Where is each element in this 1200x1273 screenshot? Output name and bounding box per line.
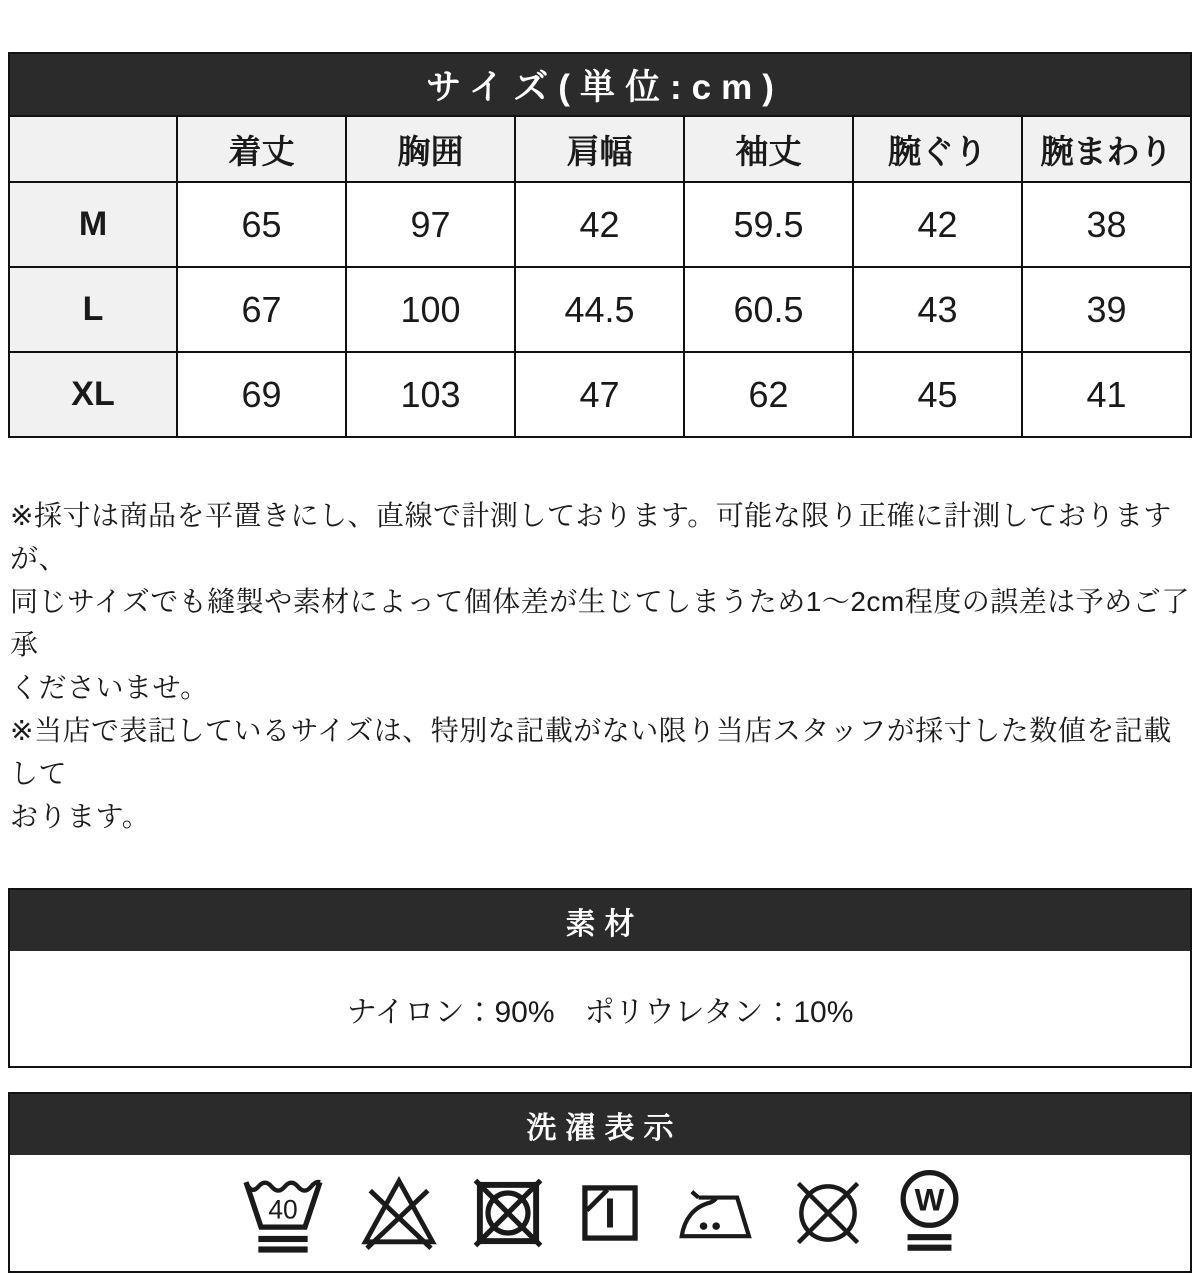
measurement-notes [10,494,1190,838]
row-label: L [9,267,177,352]
size-table-header-row [9,116,1191,182]
cell: 65 [177,182,346,267]
iron-medium-icon [675,1184,759,1243]
care-symbols-row [10,1155,1190,1271]
cell: 103 [346,352,515,437]
drip-dry-in-shade-icon [577,1180,643,1246]
cell: 43 [853,267,1022,352]
cell: 100 [346,267,515,352]
row-label: M [9,182,177,267]
cell: 97 [346,182,515,267]
cell: 44.5 [515,267,684,352]
column-header-arm-circumference: 腕まわり [1022,116,1191,182]
laundry-title: 洗濯表示 [10,1094,1190,1155]
note-line: くださいませ。 [10,672,209,703]
column-header-chest-length: 着丈 [177,116,346,182]
size-table-corner-cell [9,116,177,182]
do-not-bleach-icon [359,1173,439,1253]
row-label: XL [9,352,177,437]
table-row-l [9,267,1191,352]
table-row-m [9,182,1191,267]
column-header-shoulder: 肩幅 [515,116,684,182]
material-composition: ナイロン：90% ポリウレタン：10% [10,951,1190,1066]
cell: 42 [515,182,684,267]
cell: 45 [853,352,1022,437]
cell: 67 [177,267,346,352]
material-title: 素材 [10,890,1190,951]
note-line: ※当店で表記しているサイズは、特別な記載がない限り当店スタッフが採寸した数値を記載して [10,715,1172,789]
do-not-dry-clean-icon [791,1176,865,1250]
size-chart-title: サイズ(単位:cm) [8,52,1192,115]
do-not-tumble-dry-icon [471,1176,545,1250]
wash-temperature-label: 40 [267,1194,298,1225]
column-header-bust: 胸囲 [346,116,515,182]
laundry-section [8,1092,1192,1273]
product-size-info-image [0,52,1200,1252]
cell: 38 [1022,182,1191,267]
wet-cleaning-label: W [914,1181,944,1218]
note-line: おります。 [10,801,151,832]
cell: 62 [684,352,853,437]
size-table [8,115,1192,438]
cell: 42 [853,182,1022,267]
wash-40-icon [239,1169,327,1257]
cell: 41 [1022,352,1191,437]
cell: 59.5 [684,182,853,267]
size-chart-section [8,52,1192,438]
cell: 47 [515,352,684,437]
table-row-xl [9,352,1191,437]
cell: 60.5 [684,267,853,352]
cell: 69 [177,352,346,437]
material-section [8,888,1192,1068]
note-line: ※採寸は商品を平置きにし、直線で計測しております。可能な限り正確に計測しておりますが、 [10,500,1172,574]
wet-cleaning-gentle-icon [897,1169,962,1257]
column-header-sleeve: 袖丈 [684,116,853,182]
note-line: 同じサイズでも縫製や素材によって個体差が生じてしまうため1～2cm程度の誤差は予めご了承 [10,586,1190,660]
cell: 39 [1022,267,1191,352]
column-header-armhole: 腕ぐり [853,116,1022,182]
